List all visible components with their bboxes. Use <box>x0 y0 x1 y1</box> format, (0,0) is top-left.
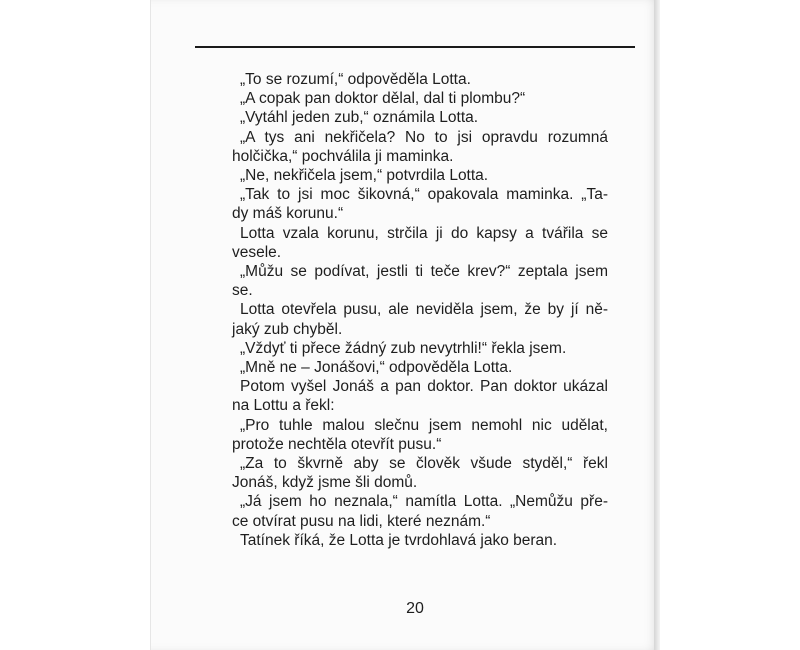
text-line: „Pro tuhle malou slečnu jsem nemohl nic udělat, <box>240 416 608 434</box>
text-line: „Tak to jsi moc šikovná,“ opakovala maminka. „Ta- <box>240 186 608 204</box>
text-line: holčička,“ pochválila ji maminka. <box>232 147 454 165</box>
text-line: „Já jsem ho neznala,“ namítla Lotta. „Nemůžu pře- <box>240 493 608 511</box>
text-line: se. <box>232 282 253 300</box>
text-line: Lotta vzala korunu, strčila ji do kapsy a tvářila se <box>240 224 608 242</box>
right-margin <box>660 0 800 650</box>
header-rule <box>195 46 635 48</box>
text-line: „A tys ani nekřičela? No to jsi opravdu rozumná <box>240 128 608 146</box>
text-line: vesele. <box>232 243 282 261</box>
text-line: „Vždyť ti přece žádný zub nevytrhli!“ řekla jsem. <box>240 339 567 357</box>
text-line: ce otvírat pusu na lidi, které neznám.“ <box>232 512 491 530</box>
text-line: Lotta otevřela pusu, ale neviděla jsem, že by jí ně- <box>240 301 608 319</box>
text-line: Potom vyšel Jonáš a pan doktor. Pan doktor ukázal <box>240 378 608 396</box>
left-margin <box>0 0 150 650</box>
text-line: „Můžu se podívat, jestli ti teče krev?“ zeptala jsem <box>240 263 608 281</box>
text-line: na Lottu a řekl: <box>232 397 335 415</box>
text-line: „Za to škvrně aby se člověk všude styděl,“ řekl <box>240 455 608 473</box>
text-line: „Ne, nekřičela jsem,“ potvrdila Lotta. <box>240 167 489 185</box>
text-line: jaký zub chyběl. <box>232 320 343 338</box>
text-line: „To se rozumí,“ odpověděla Lotta. <box>240 71 471 88</box>
page-body-text <box>232 70 608 550</box>
text-line: „Mně ne – Jonášovi,“ odpověděla Lotta. <box>240 359 513 377</box>
text-line: „A copak pan doktor dělal, dal ti plombu?“ <box>240 90 526 108</box>
text-line: „Vytáhl jeden zub,“ oznámila Lotta. <box>240 109 479 127</box>
page-number: 20 <box>406 600 424 617</box>
text-line: Jonáš, když jsme šli domů. <box>232 474 418 492</box>
text-line: protože nechtěla otevřít pusu.“ <box>232 435 442 453</box>
text-line: Tatínek říká, že Lotta je tvrdohlavá jako beran. <box>240 531 558 549</box>
text-line: dy máš korunu.“ <box>232 205 344 223</box>
